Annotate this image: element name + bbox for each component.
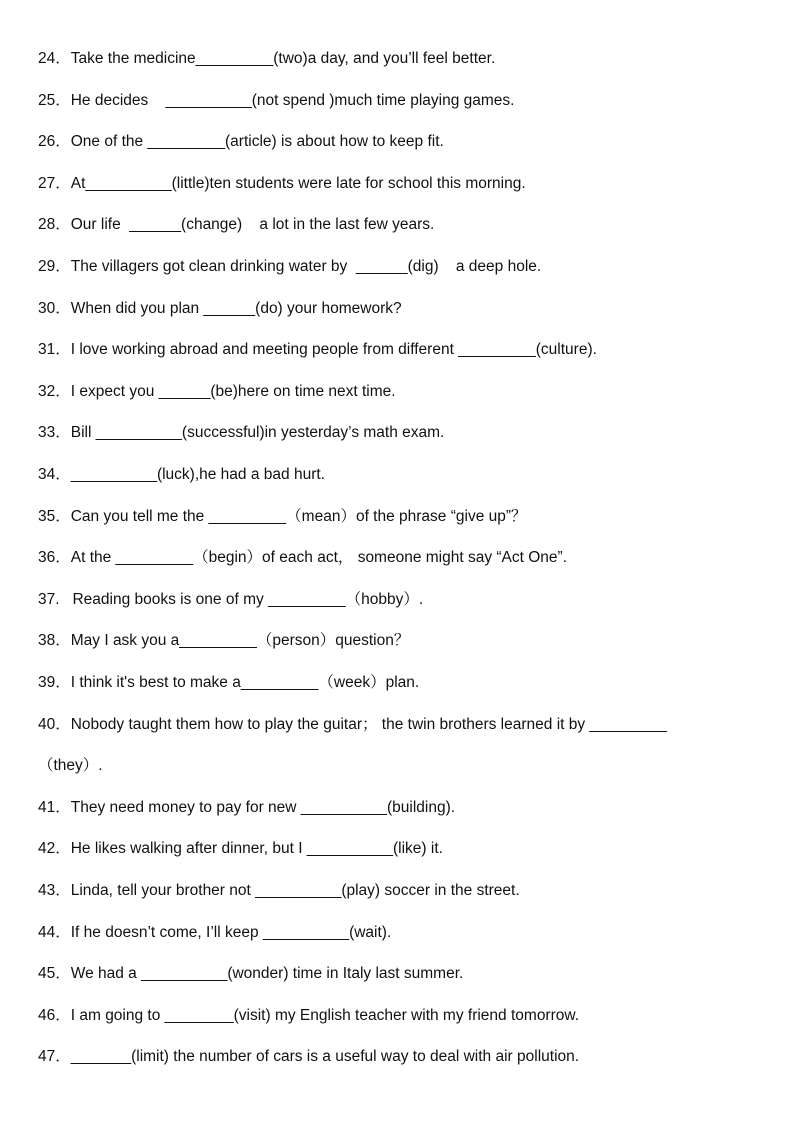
question-32: 32．I expect you ______(be)here on time next time. — [38, 383, 396, 400]
question-25: 25．He decides __________(not spend )much time playing games. — [38, 92, 515, 109]
question-42: 42．He likes walking after dinner, but I __________(like) it. — [38, 840, 443, 857]
question-44: 44．If he doesn’t come, I’ll keep __________(wait). — [38, 924, 392, 941]
question-29: 29．The villagers got clean drinking water by ______(dig) a deep hole. — [38, 258, 542, 275]
question-40-continued: （they）. — [38, 757, 103, 774]
question-47: 47．_______(limit) the number of cars is a useful way to deal with air pollution. — [38, 1048, 580, 1065]
question-30: 30．When did you plan ______(do) your homework? — [38, 300, 402, 317]
question-26: 26．One of the _________(article) is about how to keep fit. — [38, 133, 444, 150]
question-33: 33．Bill __________(successful)in yesterday’s math exam. — [38, 424, 445, 441]
question-46: 46．I am going to ________(visit) my English teacher with my friend tomorrow. — [38, 1007, 580, 1024]
question-24: 24．Take the medicine_________(two)a day, and you’ll feel better. — [38, 50, 496, 67]
question-34: 34．__________(luck),he had a bad hurt. — [38, 466, 325, 483]
question-37: 37. Reading books is one of my _________（hobby）. — [38, 591, 424, 608]
question-43: 43．Linda, tell your brother not __________(play) soccer in the street. — [38, 882, 520, 899]
question-41: 41．They need money to pay for new __________(building). — [38, 799, 456, 816]
question-31: 31．I love working abroad and meeting people from different _________(culture). — [38, 341, 597, 358]
question-28: 28．Our life ______(change) a lot in the last few years. — [38, 216, 435, 233]
question-27: 27．At__________(little)ten students were late for school this morning. — [38, 175, 526, 192]
question-45: 45．We had a __________(wonder) time in Italy last summer. — [38, 965, 464, 982]
question-35: 35．Can you tell me the _________（mean）of the phrase “give up”？ — [38, 508, 527, 525]
question-36: 36．At the _________（begin）of each act， someone might say “Act One”. — [38, 549, 568, 566]
question-39: 39．I think it's best to make a_________（week）plan. — [38, 674, 420, 691]
question-40: 40．Nobody taught them how to play the guitar； the twin brothers learned it by _________ — [38, 716, 668, 733]
question-38: 38．May I ask you a_________（person）question？ — [38, 632, 410, 649]
